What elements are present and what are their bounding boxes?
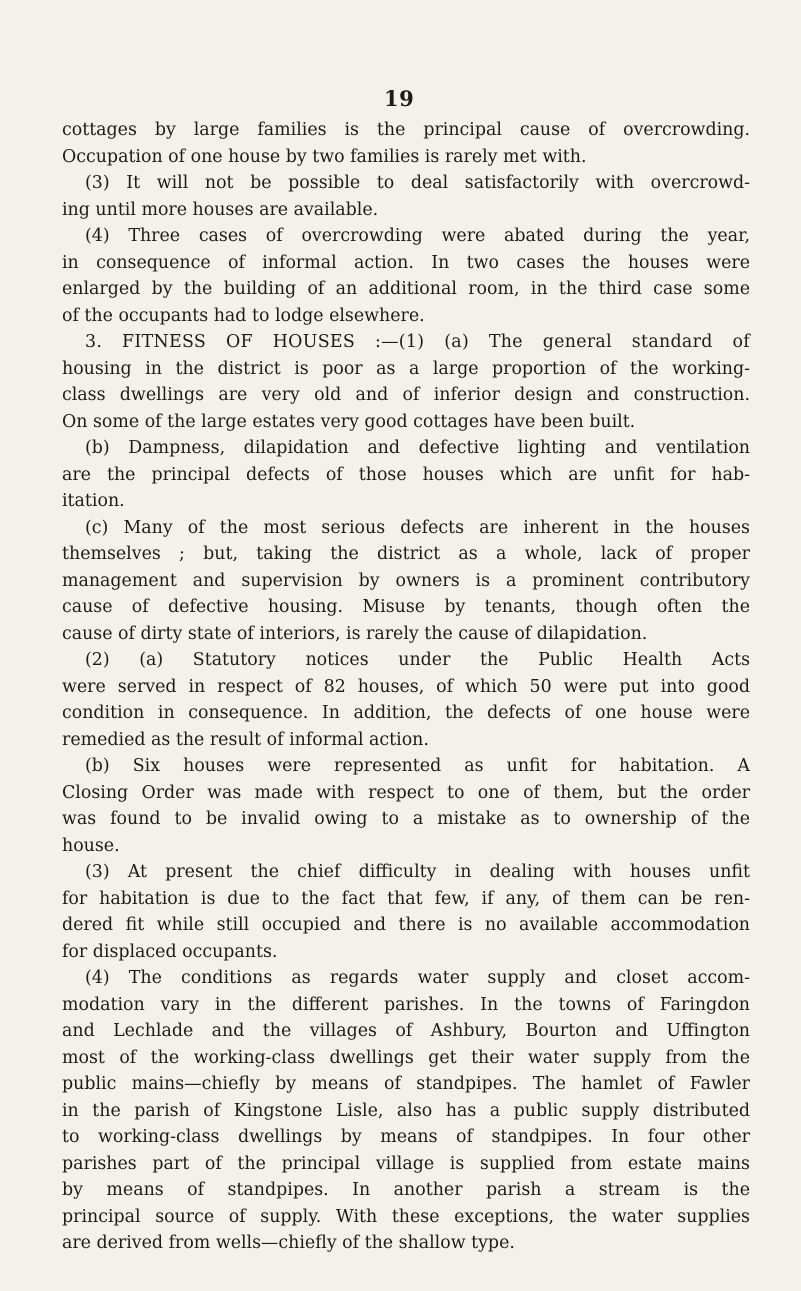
text-line: (4) Three cases of overcrowding were abated during the year,	[85, 226, 750, 246]
text-line: to working-class dwellings by means of standpipes. In four other	[62, 1127, 750, 1147]
text-line: management and supervision by owners is a prominent contributory	[62, 570, 750, 591]
text-line: cottages by large families is the principal cause of overcrowding.	[62, 120, 750, 140]
text-line: On some of the large estates very good cottages have been built.	[62, 411, 636, 432]
text-line: (4) The conditions as regards water supply and closet accom-	[85, 968, 750, 988]
text-line: remedied as the result of informal action.	[62, 729, 429, 750]
text-line: for habitation is due to the fact that few, if any, of them can be ren-	[62, 888, 750, 909]
text-line: (2) (a) Statutory notices under the Public Health Acts	[85, 650, 750, 670]
text-line: public mains—chiefly by means of standpipes. The hamlet of Fawler	[62, 1074, 750, 1094]
text-line: parishes part of the principal village is supplied from estate mains	[62, 1153, 750, 1174]
text-line: enlarged by the building of an additional room, in the third case some	[62, 279, 750, 299]
text-line: (b) Six houses were represented as unfit for habitation. A	[85, 756, 750, 776]
text-line: in consequence of informal action. In two cases the houses were	[62, 252, 750, 273]
text-line: of the occupants had to lodge elsewhere.	[62, 305, 425, 326]
text-line: in the parish of Kingstone Lisle, also has a public supply distributed	[62, 1100, 750, 1121]
text-line: are the principal defects of those houses which are unfit for hab-	[62, 464, 750, 485]
text-line: for displaced occupants.	[62, 941, 278, 962]
text-line: Closing Order was made with respect to one of them, but the order	[62, 782, 750, 803]
section-heading-line: 3. FITNESS OF HOUSES :—(1) (a) The general standard of	[85, 332, 750, 352]
text-line: were served in respect of 82 houses, of which 50 were put into good	[62, 676, 750, 697]
text-line: most of the working-class dwellings get their water supply from the	[62, 1047, 750, 1068]
text-line: modation vary in the different parishes. In the towns of Faringdon	[62, 994, 750, 1015]
text-line: was found to be invalid owing to a mistake as to ownership of the	[62, 809, 750, 829]
text-line: cause of defective housing. Misuse by tenants, though often the	[62, 597, 750, 617]
text-line: cause of dirty state of interiors, is rarely the cause of dilapidation.	[62, 623, 648, 644]
text-line: housing in the district is poor as a large proportion of the working-	[62, 358, 750, 379]
text-line: condition in consequence. In addition, the defects of one house were	[62, 703, 750, 723]
text-line: (3) At present the chief difficulty in dealing with houses unfit	[85, 862, 750, 882]
text-line: ing until more houses are available.	[62, 199, 379, 220]
text-line: are derived from wells—chiefly of the shallow type.	[62, 1233, 515, 1253]
text-line: and Lechlade and the villages of Ashbury, Bourton and Uffington	[62, 1021, 750, 1041]
text-line: class dwellings are very old and of inferior design and construction.	[62, 385, 750, 405]
text-line: principal source of supply. With these exceptions, the water supplies	[62, 1206, 750, 1227]
page-number: 19	[384, 86, 415, 111]
text-line: by means of standpipes. In another parish a stream is the	[62, 1180, 750, 1200]
text-line: dered fit while still occupied and there is no available accommodation	[62, 915, 750, 935]
text-line: house.	[62, 835, 120, 856]
text-line: themselves ; but, taking the district as a whole, lack of proper	[62, 544, 750, 564]
text-line: (b) Dampness, dilapidation and defective lighting and ventilation	[85, 438, 750, 458]
text-line: (c) Many of the most serious defects are inherent in the houses	[85, 517, 750, 538]
text-line: (3) It will not be possible to deal satisfactorily with overcrowd-	[85, 173, 750, 193]
text-line: Occupation of one house by two families is rarely met with.	[62, 146, 587, 167]
text-line: itation.	[62, 491, 125, 511]
